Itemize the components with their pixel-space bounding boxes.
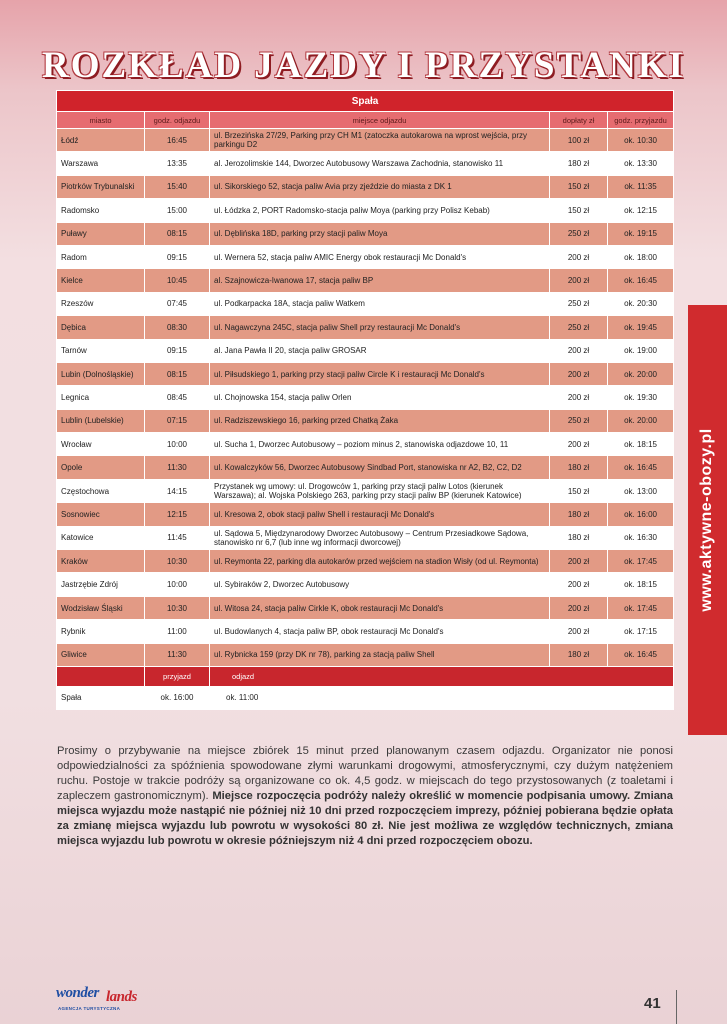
table-row [57,620,674,643]
table-row [57,316,674,339]
table-row [57,503,674,526]
row-city: Katowice [57,526,145,549]
row-departure-time: 11:45 [145,526,210,549]
row-surcharge: 200 zł [550,573,608,596]
row-departure-time: 16:45 [145,129,210,152]
row-arrival-time: ok. 19:45 [608,316,674,339]
row-departure-time: 09:15 [145,245,210,268]
return-header-arrival: przyjazd [145,666,210,686]
row-surcharge: 180 zł [550,643,608,666]
row-surcharge: 200 zł [550,339,608,362]
row-city: Lublin (Lubelskie) [57,409,145,432]
row-arrival-time: ok. 16:00 [608,503,674,526]
row-surcharge: 100 zł [550,129,608,152]
row-city: Tarnów [57,339,145,362]
row-city: Kraków [57,550,145,573]
row-surcharge: 150 zł [550,479,608,502]
row-surcharge: 200 zł [550,620,608,643]
row-departure-time: 09:15 [145,339,210,362]
logo-part-lands: lands [106,989,137,1005]
notes-bold-text: Miejsce rozpoczęcia podróży należy określić w momencie podpisania umowy. Zmiana miejsca wyjazdu może nastąpić nie później niż 10 dni przed rozpoczęciem imprezy, później pobierana będzie opłata za zmianę miejsca wyjazdu lub powrotu w wysokości 80 zł. Nie jest możliwa ze względów technicznych, zmiana miejsca wyjazdu lub powrotu w okresie późniejszym niż 4 dni przed rozpoczęciem obozu. [57,790,673,847]
header-city: miasto [57,112,145,129]
row-surcharge: 200 zł [550,269,608,292]
row-departure-time: 12:15 [145,503,210,526]
row-city: Gliwice [57,643,145,666]
row-arrival-time: ok. 17:45 [608,550,674,573]
row-surcharge: 200 zł [550,550,608,573]
row-departure-time: 10:30 [145,550,210,573]
row-departure-time: 08:15 [145,222,210,245]
return-arrival-time: ok. 16:00 [145,686,210,709]
row-arrival-time: ok. 16:45 [608,269,674,292]
row-arrival-time: ok. 19:00 [608,339,674,362]
row-surcharge: 180 zł [550,456,608,479]
row-arrival-time: ok. 20:30 [608,292,674,315]
row-surcharge: 200 zł [550,433,608,456]
row-departure-place: Przystanek wg umowy: ul. Drogowców 1, parking przy stacji paliw Lotos (kierunek Warszawa); al. Wojska Polskiego 263, parking przy stacji paliw BP (kierunek Katowice) [210,479,550,502]
table-row [57,269,674,292]
row-surcharge: 200 zł [550,362,608,385]
row-departure-time: 08:30 [145,316,210,339]
row-arrival-time: ok. 18:15 [608,573,674,596]
row-arrival-time: ok. 17:15 [608,620,674,643]
row-departure-place: ul. Kresowa 2, obok stacji paliw Shell i restauracji Mc Donald's [210,503,550,526]
header-departure-time: godz. odjazdu [145,112,210,129]
logo-tagline: AGENCJA TURYSTYCZNA [58,1006,121,1011]
row-arrival-time: ok. 16:45 [608,456,674,479]
row-departure-place: ul. Kowalczyków 56, Dworzec Autobusowy Sindbad Port, stanowiska nr A2, B2, C2, D2 [210,456,550,479]
header-surcharge: dopłaty zł [550,112,608,129]
row-arrival-time: ok. 16:45 [608,643,674,666]
row-arrival-time: ok. 13:30 [608,152,674,175]
row-city: Puławy [57,222,145,245]
row-city: Warszawa [57,152,145,175]
row-departure-place: ul. Wernera 52, stacja paliw AMIC Energy obok restauracji Mc Donald's [210,245,550,268]
row-surcharge: 250 zł [550,292,608,315]
row-departure-time: 10:00 [145,573,210,596]
row-surcharge: 180 zł [550,503,608,526]
return-header-row [57,666,674,686]
row-departure-time: 10:00 [145,433,210,456]
table-row [57,362,674,385]
return-header-departure: odjazd [210,666,674,686]
return-city: Spała [57,686,145,709]
row-city: Radom [57,245,145,268]
row-departure-place: ul. Sucha 1, Dworzec Autobusowy – poziom minus 2, stanowiska odjazdowe 10, 11 [210,433,550,456]
table-row [57,479,674,502]
row-city: Jastrzębie Zdrój [57,573,145,596]
table-row [57,339,674,362]
row-city: Kielce [57,269,145,292]
table-row [57,175,674,198]
row-departure-place: ul. Podkarpacka 18A, stacja paliw Watkem [210,292,550,315]
row-departure-place: ul. Chojnowska 154, stacja paliw Orlen [210,386,550,409]
row-arrival-time: ok. 20:00 [608,409,674,432]
row-departure-place: al. Jana Pawła II 20, stacja paliw GROSAR [210,339,550,362]
table-row [57,245,674,268]
table-row [57,456,674,479]
row-surcharge: 150 zł [550,199,608,222]
row-city: Wodzisław Śląski [57,596,145,619]
row-surcharge: 180 zł [550,152,608,175]
table-row [57,292,674,315]
row-city: Rzeszów [57,292,145,315]
row-city: Lubin (Dolnośląskie) [57,362,145,385]
table-row [57,643,674,666]
row-city: Legnica [57,386,145,409]
header-departure-place: miejsce odjazdu [210,112,550,129]
row-departure-place: ul. Witosa 24, stacja paliw Cirkle K, obok restauracji Mc Donald's [210,596,550,619]
row-city: Piotrków Trybunalski [57,175,145,198]
row-arrival-time: ok. 12:15 [608,199,674,222]
table-row [57,152,674,175]
table-row [57,573,674,596]
logo-part-wonder: wonder [56,985,99,1001]
row-arrival-time: ok. 18:00 [608,245,674,268]
row-surcharge: 250 zł [550,316,608,339]
row-departure-place: ul. Radziszewskiego 16, parking przed Chatką Żaka [210,409,550,432]
row-arrival-time: ok. 13:00 [608,479,674,502]
row-departure-time: 11:30 [145,643,210,666]
row-departure-place: al. Jerozolimskie 144, Dworzec Autobusowy Warszawa Zachodnia, stanowisko 11 [210,152,550,175]
table-row [57,550,674,573]
table-row [57,199,674,222]
row-departure-time: 07:45 [145,292,210,315]
row-departure-place: ul. Rybnicka 159 (przy DK nr 78), parking za stacją paliw Shell [210,643,550,666]
table-row [57,526,674,549]
schedule-table [56,90,674,710]
row-departure-place: ul. Sikorskiego 52, stacja paliw Avia przy zjeździe do miasta z DK 1 [210,175,550,198]
row-arrival-time: ok. 18:15 [608,433,674,456]
row-arrival-time: ok. 16:30 [608,526,674,549]
row-departure-time: 07:15 [145,409,210,432]
row-surcharge: 150 zł [550,175,608,198]
table-row [57,596,674,619]
row-departure-time: 08:15 [145,362,210,385]
page-number: 41 [644,995,661,1012]
row-departure-time: 15:00 [145,199,210,222]
return-departure-time: ok. 11:00 [210,686,674,709]
notes-text: Prosimy o przybywanie na miejsce zbiórek 15 minut przed planowanym czasem odjazdu. Organizator nie ponosi odpowiedzialności za spóźnienia spowodowane złymi warunkami drogowymi, atmosferycznymi, czy dużym natężeniem ruchu. Postoje w trakcie podróży są organizowane co ok. 4,5 godz. w miejscach do tego przystosowanych (z toaletami i zapleczem gastronomicznym). [57,745,673,802]
table-title: Spała [57,91,674,112]
page-title: ROZKŁAD JAZDY I PRZYSTANKI [41,45,686,86]
row-surcharge: 180 zł [550,526,608,549]
company-logo [56,985,171,1019]
row-city: Rybnik [57,620,145,643]
row-departure-time: 08:45 [145,386,210,409]
row-arrival-time: ok. 11:35 [608,175,674,198]
row-departure-place: ul. Reymonta 22, parking dla autokarów przed wejściem na stadion Wisły (od ul. Reymonta) [210,550,550,573]
row-surcharge: 200 zł [550,245,608,268]
row-city: Opole [57,456,145,479]
row-departure-place: ul. Sądowa 5, Międzynarodowy Dworzec Autobusowy – Centrum Przesiadkowe Sądowa, stanowisko nr 6,7 (lub inne wg informacji dworcowej) [210,526,550,549]
return-row [57,686,674,709]
row-departure-time: 10:30 [145,596,210,619]
row-arrival-time: ok. 10:30 [608,129,674,152]
row-city: Dębica [57,316,145,339]
row-surcharge: 200 zł [550,386,608,409]
row-surcharge: 250 zł [550,222,608,245]
row-departure-place: al. Szajnowicza-Iwanowa 17, stacja paliw BP [210,269,550,292]
row-arrival-time: ok. 19:30 [608,386,674,409]
row-arrival-time: ok. 17:45 [608,596,674,619]
row-departure-place: ul. Łódzka 2, PORT Radomsko-stacja paliw Moya (parking przy Polisz Kebab) [210,199,550,222]
row-departure-place: ul. Budowlanych 4, stacja paliw BP, obok restauracji Mc Donald's [210,620,550,643]
row-arrival-time: ok. 20:00 [608,362,674,385]
row-departure-time: 15:40 [145,175,210,198]
row-departure-place: ul. Piłsudskiego 1, parking przy stacji paliw Circle K i restauracji Mc Donald's [210,362,550,385]
page-number-divider [676,990,677,1024]
row-surcharge: 250 zł [550,409,608,432]
row-city: Częstochowa [57,479,145,502]
row-departure-time: 11:00 [145,620,210,643]
table-row [57,409,674,432]
row-surcharge: 200 zł [550,596,608,619]
row-departure-time: 11:30 [145,456,210,479]
row-city: Łódź [57,129,145,152]
row-departure-place: ul. Sybiraków 2, Dworzec Autobusowy [210,573,550,596]
row-departure-place: ul. Dęblińska 18D, parking przy stacji paliw Moya [210,222,550,245]
row-departure-time: 10:45 [145,269,210,292]
table-row [57,386,674,409]
website-url[interactable]: www.aktywne-obozy.pl [698,428,715,612]
table-row [57,222,674,245]
table-row [57,129,674,152]
row-city: Radomsko [57,199,145,222]
row-departure-place: ul. Brzezińska 27/29, Parking przy CH M1 (zatoczka autokarowa na wprost wejścia, przy parkingu D2 [210,129,550,152]
row-city: Wrocław [57,433,145,456]
row-city: Sosnowiec [57,503,145,526]
row-departure-time: 13:35 [145,152,210,175]
row-arrival-time: ok. 19:15 [608,222,674,245]
header-arrival-time: godz. przyjazdu [608,112,674,129]
notes-section [57,744,673,849]
row-departure-time: 14:15 [145,479,210,502]
row-departure-place: ul. Nagawczyna 245C, stacja paliw Shell przy restauracji Mc Donald's [210,316,550,339]
table-row [57,433,674,456]
